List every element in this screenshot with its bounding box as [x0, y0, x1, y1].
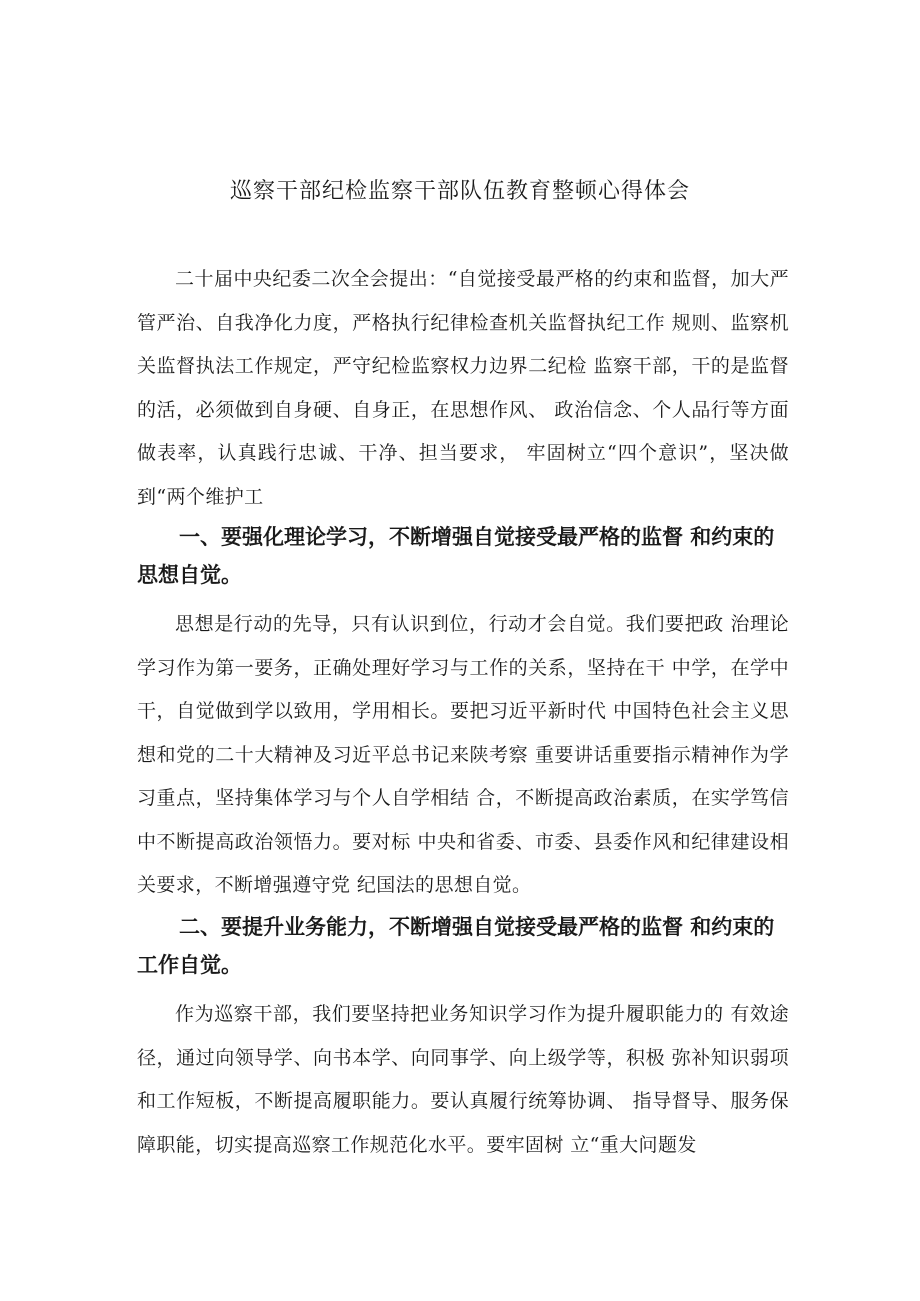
paragraph-intro: 二十届中央纪委二次全会提出：“自觉接受最严格的约束和监督，加大严管严治、自我净化力度，严格执行纪律检查机关监督执纪工作 规则、监察机关监督执法工作规定，严守纪检监察权力边界二纪检 监察干部，干的是监督的活，必须做到自身硬、自身正，在思想作风、 政治信念、个人品行等方面做表率，认真践行忠诚、干净、担当要求， 牢固树立“四个意识”，坚决做到“两个维护工: [137, 268, 789, 508]
paragraph-section-1: 思想是行动的先导，只有认识到位，行动才会自觉。我们要把政 治理论学习作为第一要务，正确处理好学习与工作的关系，坚持在干 中学，在学中干，自觉做到学以致用，学用相长。要把习近平新时代 中国特色社会主义思想和党的二十大精神及习近平总书记来陕考察 重要讲话重要指示精神作为学习重点，坚持集体学习与个人自学相结 合，不断提高政治素质，在实学笃信中不断提高政治领悟力。要对标 中央和省委、市委、县委作风和纪律建设相关要求，不断增强遵守党 纪国法的思想自觉。: [137, 613, 789, 896]
paragraph-section-2: 作为巡察干部，我们要坚持把业务知识学习作为提升履职能力的 有效途径，通过向领导学、向书本学、向同事学、向上级学等，积极 弥补知识弱项和工作短板，不断提高履职能力。要认真履行统筹协调、 指导督导、服务保障职能，切实提高巡察工作规范化水平。要牢固树 立“重大问题发: [137, 1003, 789, 1156]
section-heading-1: 一、要强化理论学习，不断增强自觉接受最严格的监督 和约束的思想自觉。: [137, 525, 775, 587]
section-heading-2: 二、要提升业务能力，不断增强自觉接受最严格的监督 和约束的工作自觉。: [137, 915, 775, 977]
document-title: 巡察干部纪检监察干部队伍教育整顿心得体会: [229, 179, 690, 204]
